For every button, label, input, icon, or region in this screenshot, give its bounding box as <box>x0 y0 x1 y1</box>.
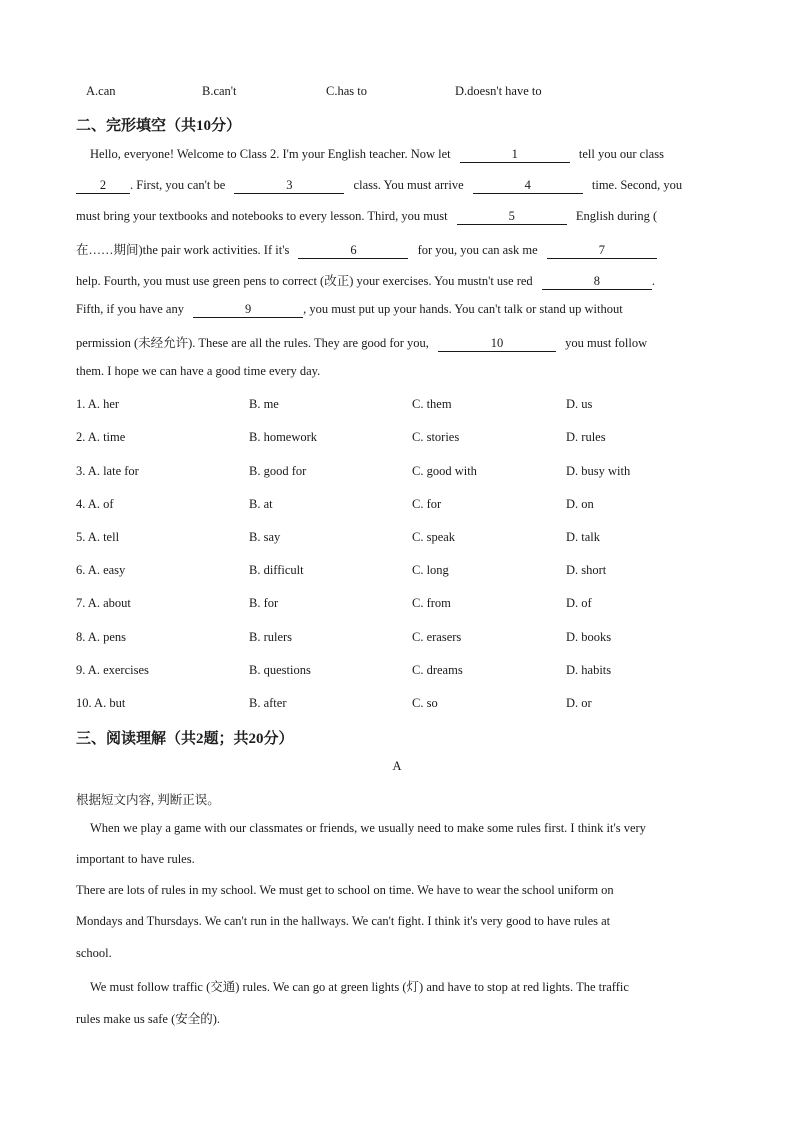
reading-paragraph-2-line-2: Mondays and Thursdays. We can't run in the hallways. We can't fight. I think it's very good to have rules at <box>76 914 611 928</box>
passage-line-1: Hello, everyone! Welcome to Class 2. I'm your English teacher. Now let 1 tell you our class <box>90 147 664 161</box>
blank-1: 1 <box>460 147 570 163</box>
question-row <box>76 430 716 450</box>
option-b: B. questions <box>249 663 311 677</box>
option-d: D. short <box>566 563 607 577</box>
option-c: C. long <box>412 563 449 577</box>
option-c: C. speak <box>412 530 456 544</box>
option-a: 9. A. exercises <box>76 663 149 677</box>
section3-heading: 三、阅读理解（共2题；共20分） <box>76 731 294 747</box>
option-c: C. so <box>412 696 438 710</box>
option-c: C. erasers <box>412 630 462 644</box>
part-label: A <box>392 759 402 773</box>
blank-4: 4 <box>473 178 583 194</box>
option-a: 2. A. time <box>76 430 126 444</box>
blank-6: 6 <box>298 243 408 259</box>
option-b: B. rulers <box>249 630 293 644</box>
option-a: 4. A. of <box>76 497 114 511</box>
option-b: B. good for <box>249 464 307 478</box>
question-row <box>76 464 716 484</box>
option-c: C. from <box>412 596 451 610</box>
blank-3: 3 <box>234 178 344 194</box>
blank-2: 2 <box>76 178 130 194</box>
passage-line-5: help. Fourth, you must use green pens to correct (改正) your exercises. You mustn't use red 8 . <box>76 274 655 288</box>
reading-paragraph-1-line-2: important to have rules. <box>76 852 195 866</box>
option-c: C. dreams <box>412 663 463 677</box>
question-row <box>76 630 716 650</box>
prev-option-a: A.can <box>86 84 116 98</box>
blank-9: 9 <box>193 302 303 318</box>
question-row <box>76 663 716 683</box>
option-c: C. stories <box>412 430 460 444</box>
option-a: 1. A. her <box>76 397 120 411</box>
question-row <box>76 397 716 417</box>
option-a: 10. A. but <box>76 696 126 710</box>
passage-line-3: must bring your textbooks and notebooks to every lesson. Third, you must 5 English during ( <box>76 209 658 223</box>
option-b: B. difficult <box>249 563 304 577</box>
option-a: 5. A. tell <box>76 530 120 544</box>
option-a: 3. A. late for <box>76 464 139 478</box>
option-d: D. rules <box>566 430 606 444</box>
option-d: D. books <box>566 630 612 644</box>
option-d: D. on <box>566 497 594 511</box>
question-row <box>76 530 716 550</box>
option-d: D. or <box>566 696 592 710</box>
reading-paragraph-3-line-2: rules make us safe (安全的). <box>76 1012 221 1026</box>
reading-paragraph-3-line-1: We must follow traffic (交通) rules. We can go at green lights (灯) and have to stop at red lights. The traffic <box>90 980 629 994</box>
option-a: 7. A. about <box>76 596 131 610</box>
option-b: B. after <box>249 696 287 710</box>
passage-line-2: 2 . First, you can't be 3 class. You must arrive 4 time. Second, you <box>76 178 682 194</box>
passage-line-7: permission (未经允许). These are all the rules. They are good for you, 10 you must follow <box>76 336 648 350</box>
option-b: B. say <box>249 530 281 544</box>
prev-option-b: B.can't <box>202 84 237 98</box>
option-a: 8. A. pens <box>76 630 126 644</box>
prev-option-d: D.doesn't have to <box>455 84 542 98</box>
option-d: D. us <box>566 397 593 411</box>
option-d: D. of <box>566 596 592 610</box>
reading-paragraph-2-line-3: school. <box>76 946 112 960</box>
prev-option-c: C.has to <box>326 84 367 98</box>
blank-7: 7 <box>547 243 657 259</box>
option-b: B. homework <box>249 430 318 444</box>
option-d: D. talk <box>566 530 601 544</box>
passage-line-8: them. I hope we can have a good time every day. <box>76 364 321 378</box>
option-d: D. busy with <box>566 464 631 478</box>
option-d: D. habits <box>566 663 612 677</box>
passage-line-6: Fifth, if you have any 9 , you must put up your hands. You can't talk or stand up without <box>76 302 623 316</box>
blank-10: 10 <box>438 336 556 352</box>
question-row <box>76 497 716 517</box>
option-c: C. for <box>412 497 442 511</box>
option-b: B. for <box>249 596 279 610</box>
reading-paragraph-2-line-1: There are lots of rules in my school. We must get to school on time. We have to wear the school uniform on <box>76 883 614 897</box>
option-c: C. good with <box>412 464 477 478</box>
blank-5: 5 <box>457 209 567 225</box>
reading-paragraph-1-line-1: When we play a game with our classmates or friends, we usually need to make some rules first. I think it's very <box>90 821 646 835</box>
question-row <box>76 596 716 616</box>
blank-8: 8 <box>542 274 652 290</box>
reading-instruction: 根据短文内容, 判断正误。 <box>76 793 220 807</box>
option-a: 6. A. easy <box>76 563 126 577</box>
option-c: C. them <box>412 397 452 411</box>
question-row <box>76 696 716 716</box>
passage-line-4: 在……期间)the pair work activities. If it's 6 for you, you can ask me 7 <box>76 240 663 259</box>
section2-heading: 二、完形填空（共10分） <box>76 118 242 134</box>
option-b: B. me <box>249 397 279 411</box>
question-row <box>76 563 716 583</box>
option-b: B. at <box>249 497 273 511</box>
